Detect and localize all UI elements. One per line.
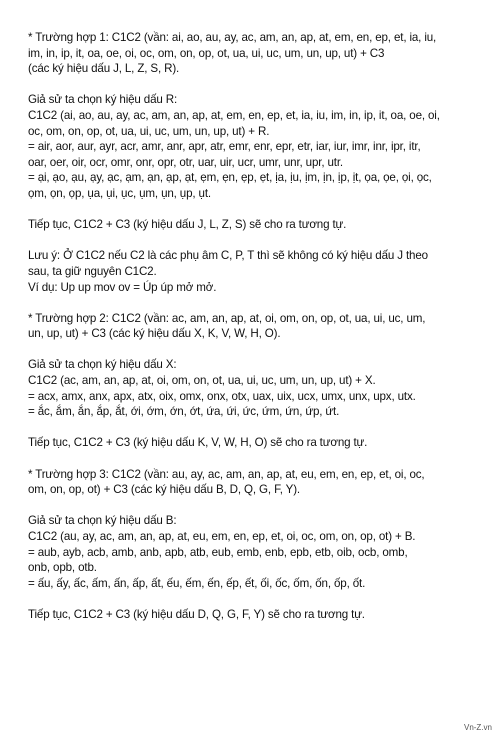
watermark: Vn-Z.vn: [463, 723, 492, 732]
text-line: sau, ta giữ nguyên C1C2.: [28, 264, 157, 278]
document-body: [28, 30, 494, 638]
text-line: C1C2 (au, ay, ac, am, an, ap, at, eu, em, en, ep, et, oi, oc, om, on, op, ot) + B.: [28, 530, 416, 543]
paragraph-case-3-intro: [28, 467, 494, 498]
text-line: = ắc, ắm, ắn, ắp, ắt, ới, ớm, ớn, ớt, ứa, ứi, ức, ứm, ứn, ứp, ứt.: [28, 405, 340, 419]
paragraph-case-2-continue: [28, 435, 494, 451]
text-line: Giả sử ta chọn ký hiệu dấu R:: [28, 93, 178, 107]
text-line: ọm, ọn, ọp, ụa, ụi, ục, ụm, ụn, ụp, ụt.: [28, 186, 211, 200]
text-line: oc, om, on, op, ot, ua, ui, uc, um, un, up, ut) + R.: [28, 124, 270, 138]
paragraph-note: [28, 248, 494, 295]
paragraph-case-2-intro: [28, 311, 494, 342]
paragraph-case-1-example: [28, 92, 494, 201]
paragraph-case-3-example: [28, 513, 494, 591]
paragraph-case-3-continue: [28, 607, 494, 623]
paragraph-case-1-continue: [28, 217, 494, 233]
text-line: im, in, ip, it, oa, oe, oi, oc, om, on, op, ot, ua, ui, uc, um, un, up, ut) + C3: [28, 46, 385, 60]
paragraph-case-1-intro: [28, 30, 494, 77]
text-line: Tiếp tục, C1C2 + C3 (ký hiệu dấu J, L, Z, S) sẽ cho ra tương tự.: [28, 218, 347, 232]
text-line: * Trường hợp 3: C1C2 (vần: au, ay, ac, am, an, ap, at, eu, em, en, ep, et, oi, oc,: [28, 467, 425, 481]
text-line: Tiếp tục, C1C2 + C3 (ký hiệu dấu D, Q, G, F, Y) sẽ cho ra tương tự.: [28, 607, 365, 621]
text-line: * Trường hợp 2: C1C2 (vần: ac, am, an, ap, at, oi, om, on, op, ot, ua, ui, uc, um,: [28, 311, 426, 325]
text-line: oar, oer, oir, ocr, omr, onr, opr, otr, uar, uir, ucr, umr, unr, upr, utr.: [28, 155, 343, 169]
text-line: = acx, amx, anx, apx, atx, oix, omx, onx, otx, uax, uix, ucx, umx, unx, upx, utx.: [28, 389, 416, 403]
text-line: Giả sử ta chọn ký hiệu dấu B:: [28, 514, 177, 528]
text-line: Ví dụ: Up up mov ov = Úp úp mở mở.: [28, 280, 217, 294]
text-line: C1C2 (ac, am, an, ap, at, oi, om, on, ot, ua, ui, uc, um, un, up, ut) + X.: [28, 374, 376, 388]
text-line: = aub, ayb, acb, amb, anb, apb, atb, eub, emb, enb, epb, etb, oib, ocb, omb,: [28, 545, 408, 559]
text-line: = ấu, ấy, ấc, ấm, ấn, ấp, ất, ếu, ếm, ến, ếp, ết, ối, ốc, ốm, ốn, ốp, ốt.: [28, 576, 366, 590]
text-line: = air, aor, aur, ayr, acr, amr, anr, apr, atr, emr, enr, epr, etr, iar, iur, imr, inr, ipr, itr,: [28, 140, 421, 154]
text-line: (các ký hiệu dấu J, L, Z, S, R).: [28, 62, 180, 76]
text-line: Lưu ý: Ở C1C2 nếu C2 là các phụ âm C, P, T thì sẽ không có ký hiệu dấu J theo: [28, 249, 428, 263]
text-line: om, on, op, ot) + C3 (các ký hiệu dấu B, D, Q, G, F, Y).: [28, 483, 301, 497]
text-line: = ại, ạo, ạu, ạy, ạc, ạm, ạn, ạp, ạt, ẹm, ẹn, ẹp, ẹt, ịa, ịu, ịm, ịn, ịp, ịt, ọa, ọe, ọi, ọc,: [28, 171, 432, 185]
text-line: un, up, ut) + C3 (các ký hiệu dấu X, K, V, W, H, O).: [28, 327, 281, 341]
text-line: Giả sử ta chọn ký hiệu dấu X:: [28, 358, 177, 372]
paragraph-case-2-example: [28, 357, 494, 419]
text-line: C1C2 (ai, ao, au, ay, ac, am, an, ap, at, em, en, ep, et, ia, iu, im, in, ip, it, oa, oe, oi,: [28, 108, 440, 122]
text-line: Tiếp tục, C1C2 + C3 (ký hiệu dấu K, V, W, H, O) sẽ cho ra tương tự.: [28, 436, 368, 450]
text-line: onb, opb, otb.: [28, 561, 97, 575]
text-line: * Trường hợp 1: C1C2 (vần: ai, ao, au, ay, ac, am, an, ap, at, em, en, ep, et, ia, iu,: [28, 31, 437, 44]
